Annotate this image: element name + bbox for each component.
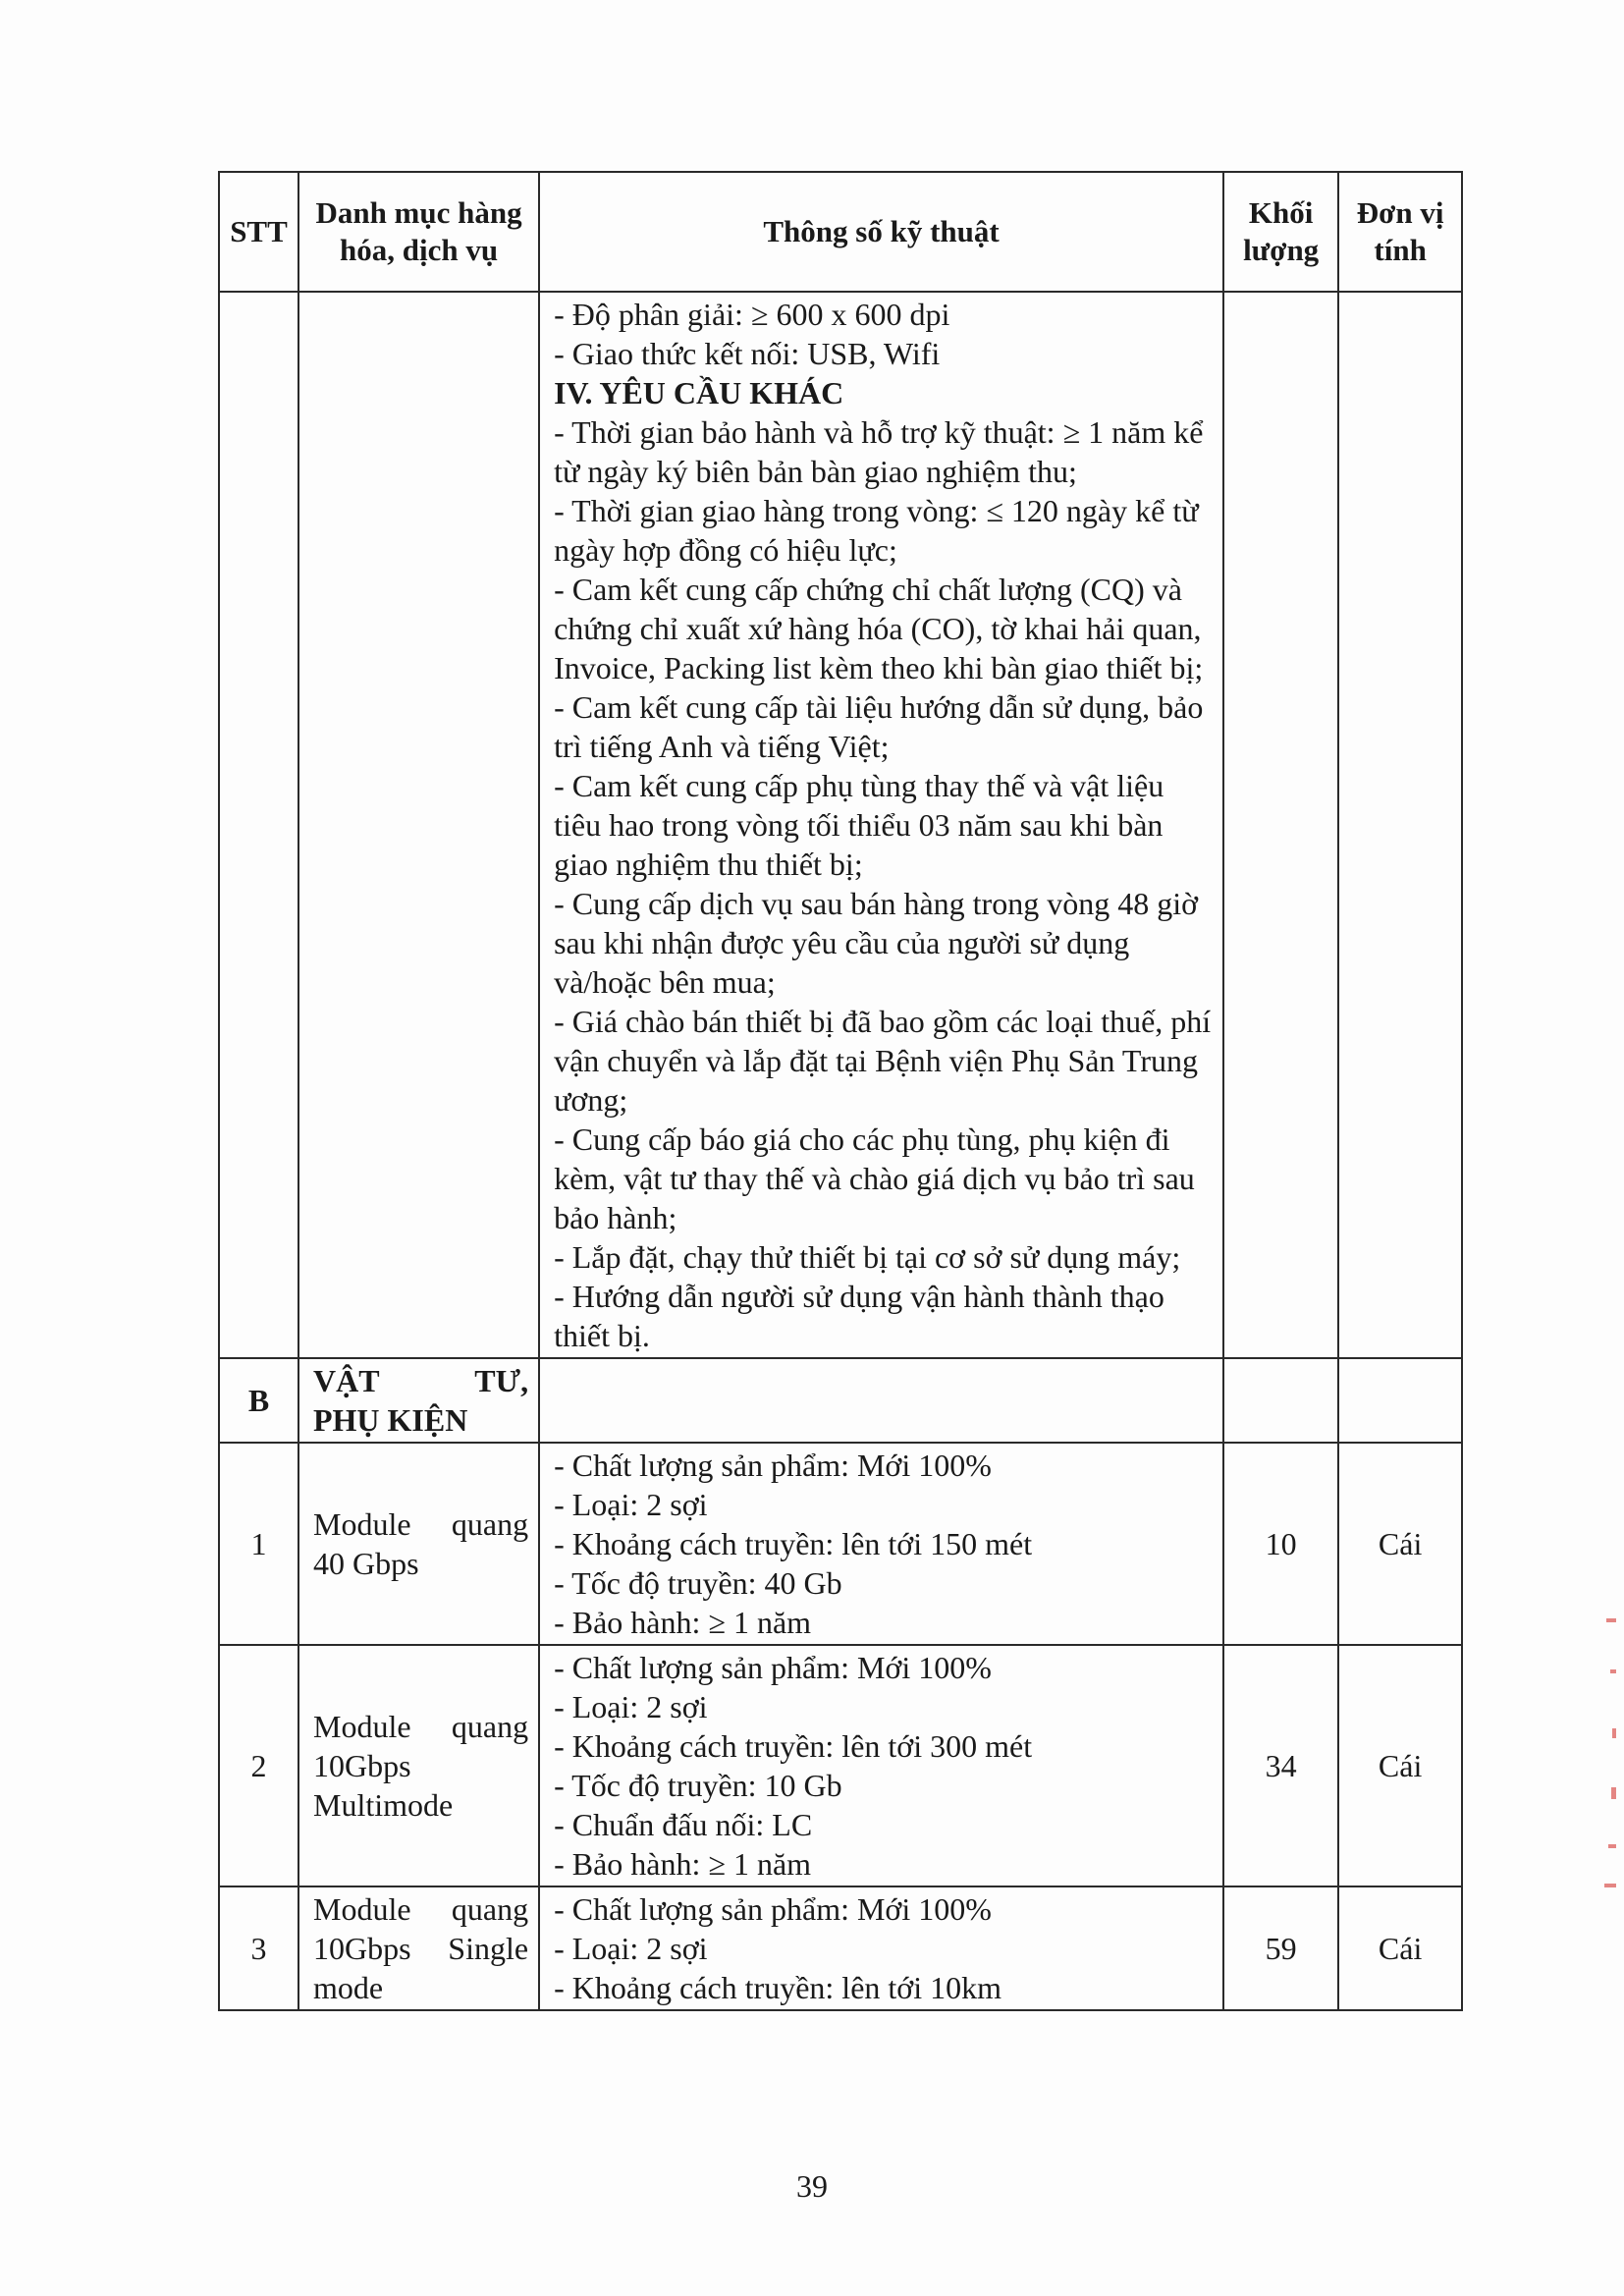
row-spec xyxy=(539,1443,1223,1645)
spec-line: - Độ phân giải: ≥ 600 x 600 dpi xyxy=(554,297,950,332)
technical-spec-table xyxy=(218,171,1463,2011)
spec-line: - Giao thức kết nối: USB, Wifi xyxy=(554,336,941,371)
stamp-edge-mark xyxy=(1608,1844,1616,1848)
row-unit: Cái xyxy=(1338,1886,1462,2010)
row-unit: Cái xyxy=(1338,1443,1462,1645)
continued-unit xyxy=(1338,292,1462,1358)
continued-qty xyxy=(1223,292,1338,1358)
stamp-edge-mark xyxy=(1611,1787,1616,1799)
spec-line: - Khoảng cách truyền: lên tới 300 mét xyxy=(554,1728,1033,1764)
row-qty: 34 xyxy=(1223,1645,1338,1886)
spec-line: - Khoảng cách truyền: lên tới 10km xyxy=(554,1970,1001,2005)
group-title-line1: VẬT TƯ, xyxy=(312,1363,529,1398)
spec-line: - Chất lượng sản phẩm: Mới 100% xyxy=(554,1891,992,1927)
header-unit: Đơn vị tính xyxy=(1338,172,1462,292)
group-row-b xyxy=(219,1358,1462,1443)
header-row xyxy=(219,172,1462,292)
row-stt: 1 xyxy=(219,1443,298,1645)
spec-line: - Tốc độ truyền: 40 Gb xyxy=(554,1565,842,1601)
group-title-line2: PHỤ KIỆN xyxy=(312,1402,468,1438)
spec-line: - Tốc độ truyền: 10 Gb xyxy=(554,1768,842,1803)
stamp-edge-mark xyxy=(1604,1884,1616,1887)
requirement-item: - Thời gian giao hàng trong vòng: ≤ 120 ngày kể từ ngày hợp đồng có hiệu lực; xyxy=(554,493,1199,568)
spec-line: - Bảo hành: ≥ 1 năm xyxy=(554,1846,812,1882)
stamp-edge-mark xyxy=(1606,1618,1616,1622)
row-name: Module quang 10Gbps Single mode xyxy=(298,1886,539,2010)
spec-line: - Chất lượng sản phẩm: Mới 100% xyxy=(554,1448,992,1483)
row-stt: 2 xyxy=(219,1645,298,1886)
requirement-item: - Thời gian bảo hành và hỗ trợ kỹ thuật: ≥ 1 năm kể từ ngày ký biên bản bàn giao nghiệm thu; xyxy=(554,414,1204,489)
stamp-edge-mark xyxy=(1612,1728,1616,1738)
header-qty: Khối lượng xyxy=(1223,172,1338,292)
row-unit: Cái xyxy=(1338,1645,1462,1886)
spec-line: - Loại: 2 sợi xyxy=(554,1487,708,1522)
continued-stt xyxy=(219,292,298,1358)
table-row xyxy=(219,1443,1462,1645)
spec-line: - Loại: 2 sợi xyxy=(554,1689,708,1724)
table-row xyxy=(219,1886,1462,2010)
continued-spec xyxy=(539,292,1223,1358)
spec-line: - Chất lượng sản phẩm: Mới 100% xyxy=(554,1650,992,1685)
requirement-item: - Cam kết cung cấp chứng chỉ chất lượng (CQ) và chứng chỉ xuất xứ hàng hóa (CO), tờ khai hải quan, Invoice, Packing list kèm theo khi bàn giao thiết bị; xyxy=(554,572,1204,685)
group-title-cell xyxy=(298,1358,539,1443)
requirement-item: - Cung cấp dịch vụ sau bán hàng trong vòng 48 giờ sau khi nhận được yêu cầu của người sử dụng và/hoặc bên mua; xyxy=(554,886,1198,1000)
row-name: Module quang 40 Gbps xyxy=(298,1443,539,1645)
page-number: 39 xyxy=(796,2168,828,2204)
row-qty: 59 xyxy=(1223,1886,1338,2010)
spec-line: - Bảo hành: ≥ 1 năm xyxy=(554,1605,812,1640)
section-heading: IV. YÊU CẦU KHÁC xyxy=(554,375,844,410)
requirement-item: - Hướng dẫn người sử dụng vận hành thành thạo thiết bị. xyxy=(554,1279,1164,1353)
row-spec xyxy=(539,1645,1223,1886)
row-spec xyxy=(539,1886,1223,2010)
spec-line: - Loại: 2 sợi xyxy=(554,1931,708,1966)
spec-line: - Khoảng cách truyền: lên tới 150 mét xyxy=(554,1526,1033,1561)
continued-name xyxy=(298,292,539,1358)
requirement-item: - Lắp đặt, chạy thử thiết bị tại cơ sở sử dụng máy; xyxy=(554,1239,1181,1275)
continued-row xyxy=(219,292,1462,1358)
row-stt: 3 xyxy=(219,1886,298,2010)
header-spec: Thông số kỹ thuật xyxy=(539,172,1223,292)
requirement-item: - Cam kết cung cấp tài liệu hướng dẫn sử dụng, bảo trì tiếng Anh và tiếng Việt; xyxy=(554,689,1204,764)
group-spec xyxy=(539,1358,1223,1443)
spec-line: - Chuẩn đấu nối: LC xyxy=(554,1807,813,1842)
group-unit xyxy=(1338,1358,1462,1443)
group-stt: B xyxy=(219,1358,298,1443)
requirement-item: - Cam kết cung cấp phụ tùng thay thế và vật liệu tiêu hao trong vòng tối thiểu 03 năm sau khi bàn giao nghiệm thu thiết bị; xyxy=(554,768,1164,882)
row-qty: 10 xyxy=(1223,1443,1338,1645)
stamp-edge-mark xyxy=(1610,1669,1616,1673)
table-row xyxy=(219,1645,1462,1886)
requirement-item: - Cung cấp báo giá cho các phụ tùng, phụ kiện đi kèm, vật tư thay thế và chào giá dịch vụ bảo trì sau bảo hành; xyxy=(554,1121,1195,1235)
header-stt: STT xyxy=(219,172,298,292)
header-name: Danh mục hàng hóa, dịch vụ xyxy=(298,172,539,292)
group-qty xyxy=(1223,1358,1338,1443)
requirement-item: - Giá chào bán thiết bị đã bao gồm các loại thuế, phí vận chuyển và lắp đặt tại Bệnh viện Phụ Sản Trung ương; xyxy=(554,1004,1212,1118)
row-name: Module quang 10Gbps Multimode xyxy=(298,1645,539,1886)
